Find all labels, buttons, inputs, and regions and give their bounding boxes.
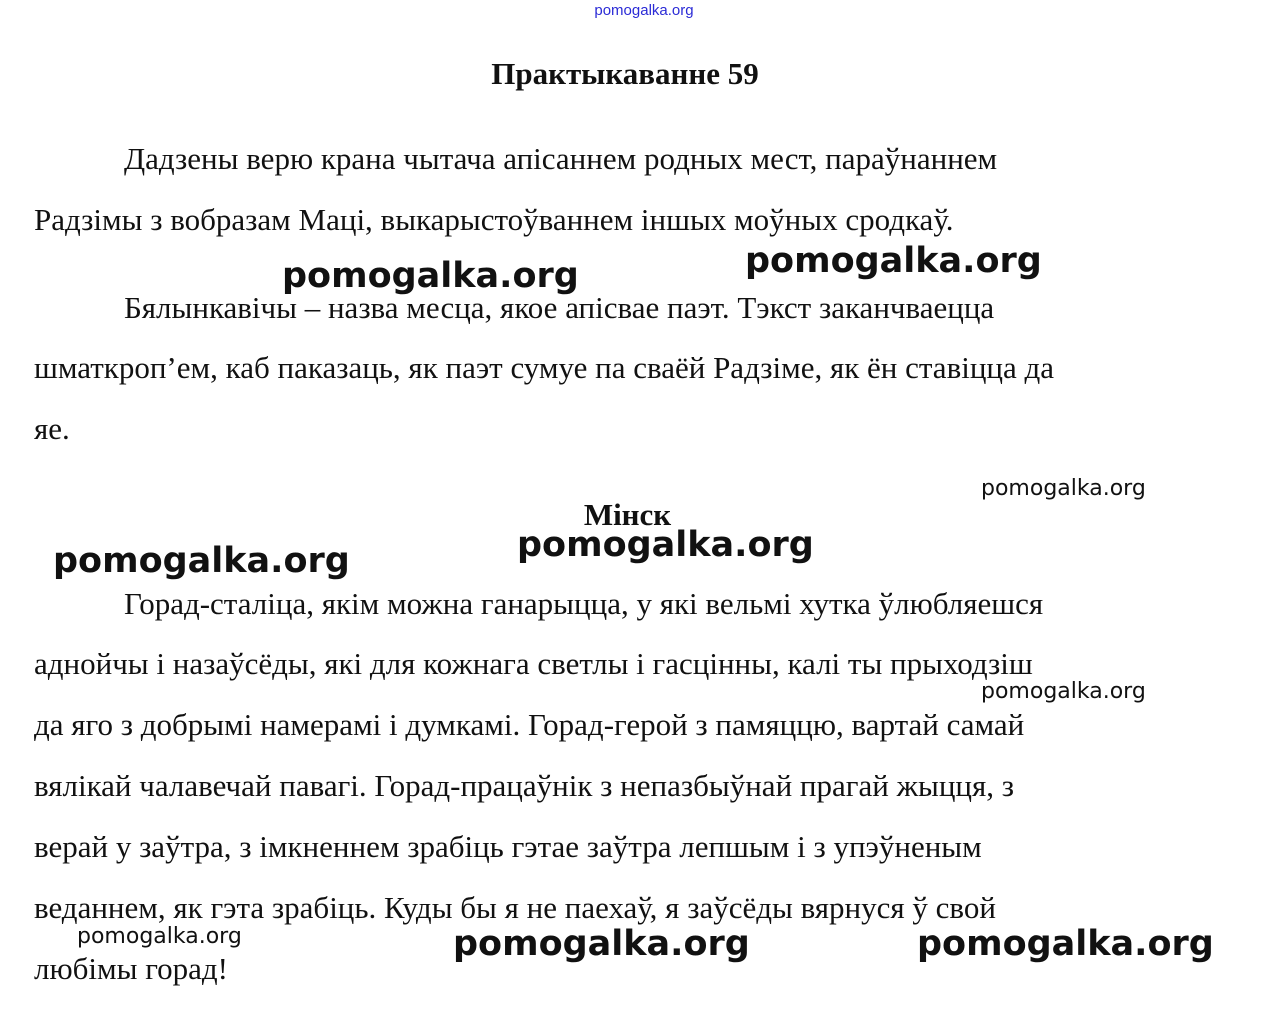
paragraph3-line-2: аднойчы і назаўсёды, які для кожнага светлы і гасцінны, калі ты прыходзіш [34, 646, 1033, 681]
header-site-link[interactable]: pomogalka.org [594, 2, 694, 19]
paragraph2-line-1: Бялынкавічы – назва месца, якое апісвае паэт. Тэкст заканчваецца [124, 290, 995, 325]
watermark: pomogalka.org [517, 525, 814, 565]
paragraph3-line-6: веданнем, як гэта зрабіць. Куды бы я не паехаў, я заўсёды вярнуся ў свой [34, 890, 996, 925]
watermark: pomogalka.org [282, 256, 579, 296]
paragraph1-line-2: Радзімы з вобразам Маці, выкарыстоўваннем іншых моўных сродкаў. [34, 202, 954, 237]
watermark: pomogalka.org [77, 924, 242, 949]
paragraph3-line-1: Горад-сталіца, якім можна ганарыцца, у які вельмі хутка ўлюбляешся [124, 586, 1044, 621]
watermark: pomogalka.org [453, 924, 750, 964]
page-title: Практыкаванне 59 [491, 56, 759, 91]
section-subtitle: Мінск [583, 497, 672, 532]
paragraph1-line-1: Дадзены верю крана чытача апісаннем родных мест, параўнаннем [124, 141, 998, 176]
paragraph2-line-3: яе. [34, 411, 70, 446]
watermark: pomogalka.org [981, 679, 1146, 704]
watermark: pomogalka.org [917, 924, 1214, 964]
paragraph3-line-3: да яго з добрымі намерамі і думкамі. Горад-герой з памяццю, вартай самай [34, 707, 1025, 742]
watermark: pomogalka.org [745, 241, 1042, 281]
paragraph3-line-5: верай у заўтра, з імкненнем зрабіць гэтае заўтра лепшым і з упэўненым [34, 829, 982, 864]
watermark: pomogalka.org [53, 541, 350, 581]
paragraph3-line-4: вялікай чалавечай павагі. Горад-працаўнік з непазбыўнай прагай жыцця, з [34, 768, 1014, 803]
watermark: pomogalka.org [981, 476, 1146, 501]
paragraph2-line-2: шматкроп’ем, каб паказаць, як паэт сумуе па сваёй Радзіме, як ён ставіцца да [34, 350, 1055, 385]
paragraph3-line-7: любімы горад! [34, 951, 229, 986]
